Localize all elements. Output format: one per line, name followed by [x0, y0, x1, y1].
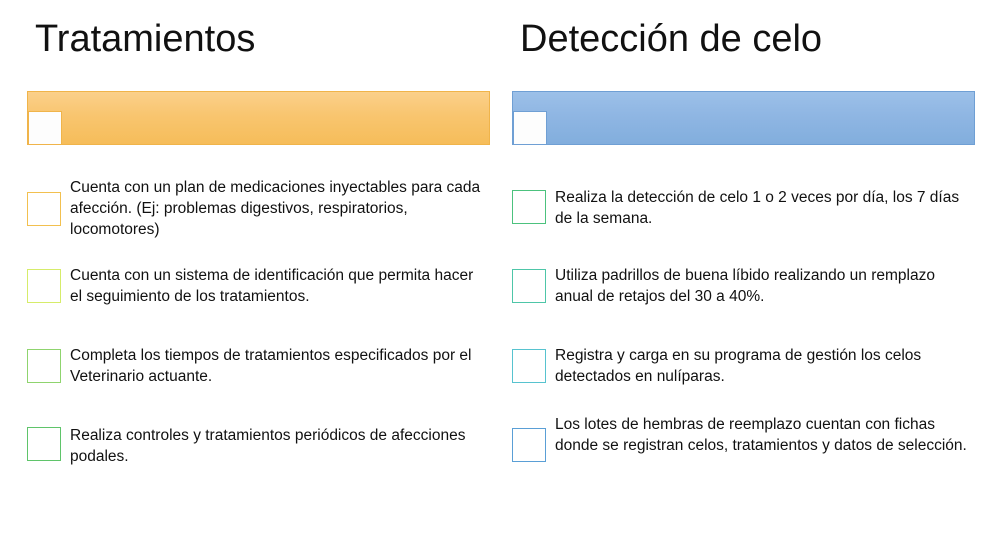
item-checkbox[interactable]	[512, 269, 546, 303]
section-header-checkbox[interactable]	[28, 111, 62, 145]
item-text: Cuenta con un sistema de identificación que permita hacer el seguimiento de los tratamientos.	[70, 267, 474, 305]
item-text: Cuenta con un plan de medicaciones inyectables para cada afección. (Ej: problemas digestivos, respiratorios, locomotores)	[70, 179, 481, 238]
item-checkbox[interactable]	[512, 428, 546, 462]
item-checkbox[interactable]	[27, 349, 61, 383]
section-title-deteccion-de-celo: Detección de celo	[520, 18, 823, 60]
section-header-checkbox[interactable]	[513, 111, 547, 145]
item-checkbox[interactable]	[27, 427, 61, 461]
item-checkbox[interactable]	[27, 269, 61, 303]
item-checkbox[interactable]	[512, 349, 546, 383]
section-header-bar-deteccion-de-celo	[512, 91, 975, 145]
section-header-bar-tratamientos	[27, 91, 490, 145]
item-text: Registra y carga en su programa de gestión los celos detectados en nulíparas.	[555, 347, 922, 385]
item-text: Completa los tiempos de tratamientos especificados por el Veterinario actuante.	[70, 347, 472, 385]
item-text: Realiza controles y tratamientos periódicos de afecciones podales.	[70, 427, 466, 465]
item-checkbox[interactable]	[512, 190, 546, 224]
item-text: Realiza la detección de celo 1 o 2 veces por día, los 7 días de la semana.	[555, 189, 960, 227]
item-text: Utiliza padrillos de buena líbido realizando un remplazo anual de retajos del 30 a 40%.	[555, 267, 935, 305]
item-text: Los lotes de hembras de reemplazo cuentan con fichas donde se registran celos, tratamientos y datos de selección.	[555, 416, 967, 454]
item-checkbox[interactable]	[27, 192, 61, 226]
section-title-tratamientos: Tratamientos	[35, 18, 256, 60]
